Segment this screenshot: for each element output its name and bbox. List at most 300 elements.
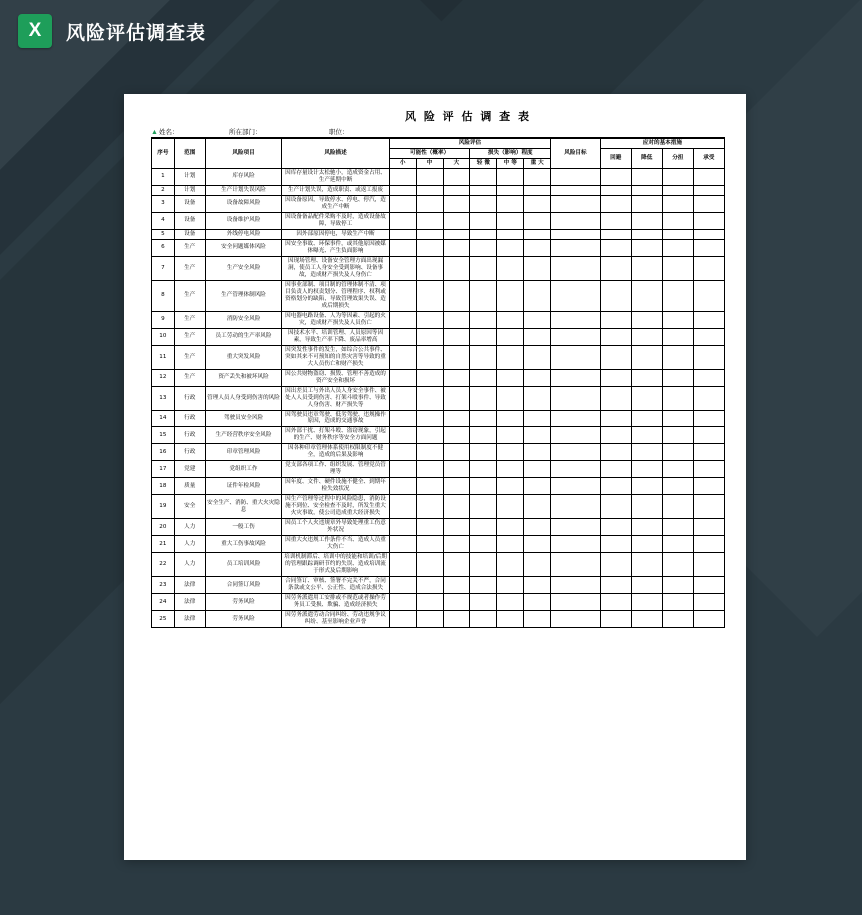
cell-measure-share[interactable] [662,444,693,461]
cell-prob-mid[interactable] [416,369,443,386]
cell-measure-avoid[interactable] [600,495,631,519]
cell-measure-avoid[interactable] [600,328,631,345]
cell-loss-heavy[interactable] [524,478,551,495]
cell-goal[interactable] [551,369,601,386]
cell-risk-item: 消防安全风险 [205,311,282,328]
cell-measure-reduce[interactable] [631,345,662,369]
cell-measure-avoid[interactable] [600,553,631,577]
cell-loss-light[interactable] [470,461,497,478]
cell-measure-share[interactable] [662,168,693,185]
cell-measure-accept[interactable] [693,410,724,427]
cell-prob-low[interactable] [389,229,416,239]
cell-loss-heavy[interactable] [524,212,551,229]
cell-measure-accept[interactable] [693,195,724,212]
cell-loss-heavy[interactable] [524,280,551,311]
cell-measure-avoid[interactable] [600,369,631,386]
cell-loss-mid[interactable] [497,519,524,536]
cell-measure-reduce[interactable] [631,239,662,256]
cell-prob-mid[interactable] [416,536,443,553]
cell-measure-accept[interactable] [693,328,724,345]
cell-measure-reduce[interactable] [631,168,662,185]
cell-prob-low[interactable] [389,256,416,280]
cell-risk-desc: 因事业部制、项目制的管理体制不清、项目负责人的权责划分、管理程序、权利或资格划分的缺陷，导致管理效果失误、造成后期损失 [282,280,390,311]
cell-loss-light[interactable] [470,328,497,345]
cell-measure-share[interactable] [662,536,693,553]
cell-prob-low[interactable] [389,410,416,427]
cell-goal[interactable] [551,185,601,195]
cell-measure-avoid[interactable] [600,536,631,553]
cell-prob-low[interactable] [389,311,416,328]
cell-prob-low[interactable] [389,519,416,536]
cell-measure-avoid[interactable] [600,386,631,410]
cell-prob-high[interactable] [443,280,470,311]
cell-loss-mid[interactable] [497,410,524,427]
cell-loss-light[interactable] [470,519,497,536]
cell-goal[interactable] [551,611,601,628]
cell-prob-high[interactable] [443,536,470,553]
cell-prob-mid[interactable] [416,577,443,594]
cell-measure-reduce[interactable] [631,229,662,239]
cell-measure-reduce[interactable] [631,536,662,553]
cell-measure-reduce[interactable] [631,195,662,212]
cell-prob-low[interactable] [389,386,416,410]
cell-measure-accept[interactable] [693,185,724,195]
cell-loss-light[interactable] [470,444,497,461]
cell-measure-reduce[interactable] [631,478,662,495]
cell-prob-mid[interactable] [416,280,443,311]
cell-goal[interactable] [551,478,601,495]
cell-measure-share[interactable] [662,328,693,345]
cell-measure-reduce[interactable] [631,495,662,519]
cell-goal[interactable] [551,256,601,280]
cell-loss-heavy[interactable] [524,553,551,577]
cell-loss-light[interactable] [470,536,497,553]
cell-measure-avoid[interactable] [600,410,631,427]
cell-prob-low[interactable] [389,594,416,611]
cell-prob-low[interactable] [389,611,416,628]
cell-measure-share[interactable] [662,519,693,536]
cell-measure-reduce[interactable] [631,577,662,594]
cell-loss-light[interactable] [470,256,497,280]
cell-measure-accept[interactable] [693,229,724,239]
cell-goal[interactable] [551,444,601,461]
cell-measure-share[interactable] [662,386,693,410]
cell-measure-accept[interactable] [693,611,724,628]
cell-prob-high[interactable] [443,195,470,212]
cell-loss-light[interactable] [470,212,497,229]
cell-goal[interactable] [551,594,601,611]
th-scope: 范围 [174,139,205,169]
cell-risk-desc: 因设备原因，导致停水、停电、停汽，造成生产中断 [282,195,390,212]
cell-measure-accept[interactable] [693,536,724,553]
cell-prob-low[interactable] [389,212,416,229]
cell-loss-heavy[interactable] [524,345,551,369]
cell-loss-mid[interactable] [497,427,524,444]
cell-risk-item: 生产经营秩序安全风险 [205,427,282,444]
cell-prob-low[interactable] [389,280,416,311]
cell-prob-high[interactable] [443,328,470,345]
cell-loss-heavy[interactable] [524,594,551,611]
cell-prob-high[interactable] [443,553,470,577]
cell-prob-low[interactable] [389,536,416,553]
cell-measure-reduce[interactable] [631,185,662,195]
cell-loss-heavy[interactable] [524,577,551,594]
cell-prob-mid[interactable] [416,495,443,519]
cell-loss-mid[interactable] [497,369,524,386]
cell-measure-reduce[interactable] [631,410,662,427]
cell-measure-reduce[interactable] [631,611,662,628]
cell-measure-share[interactable] [662,229,693,239]
cell-measure-share[interactable] [662,427,693,444]
cell-measure-avoid[interactable] [600,427,631,444]
cell-goal[interactable] [551,229,601,239]
cell-measure-avoid[interactable] [600,461,631,478]
cell-measure-share[interactable] [662,345,693,369]
cell-prob-high[interactable] [443,577,470,594]
cell-prob-high[interactable] [443,311,470,328]
cell-measure-avoid[interactable] [600,611,631,628]
cell-prob-mid[interactable] [416,345,443,369]
cell-loss-mid[interactable] [497,280,524,311]
cell-measure-share[interactable] [662,478,693,495]
cell-loss-heavy[interactable] [524,611,551,628]
cell-goal[interactable] [551,536,601,553]
cell-prob-mid[interactable] [416,427,443,444]
th-prob-mid: 中 [416,158,443,168]
cell-prob-high[interactable] [443,594,470,611]
cell-loss-light[interactable] [470,229,497,239]
cell-goal[interactable] [551,519,601,536]
cell-seq: 16 [152,444,175,461]
cell-loss-light[interactable] [470,410,497,427]
cell-measure-share[interactable] [662,239,693,256]
cell-prob-low[interactable] [389,495,416,519]
cell-prob-mid[interactable] [416,168,443,185]
cell-loss-heavy[interactable] [524,386,551,410]
cell-measure-avoid[interactable] [600,229,631,239]
cell-prob-high[interactable] [443,386,470,410]
cell-measure-accept[interactable] [693,239,724,256]
cell-measure-accept[interactable] [693,461,724,478]
cell-risk-desc: 生产计划失误，造成职责、或返工报废 [282,185,390,195]
cell-prob-high[interactable] [443,239,470,256]
cell-loss-light[interactable] [470,386,497,410]
cell-prob-low[interactable] [389,239,416,256]
cell-goal[interactable] [551,345,601,369]
cell-loss-mid[interactable] [497,386,524,410]
cell-prob-mid[interactable] [416,478,443,495]
cell-loss-heavy[interactable] [524,185,551,195]
cell-loss-mid[interactable] [497,345,524,369]
cell-loss-mid[interactable] [497,611,524,628]
cell-goal[interactable] [551,553,601,577]
cell-loss-heavy[interactable] [524,369,551,386]
cell-prob-high[interactable] [443,369,470,386]
cell-measure-accept[interactable] [693,369,724,386]
cell-prob-mid[interactable] [416,386,443,410]
cell-measure-reduce[interactable] [631,427,662,444]
cell-measure-avoid[interactable] [600,239,631,256]
cell-measure-accept[interactable] [693,212,724,229]
cell-prob-high[interactable] [443,256,470,280]
cell-measure-share[interactable] [662,594,693,611]
cell-loss-mid[interactable] [497,168,524,185]
cell-prob-mid[interactable] [416,410,443,427]
cell-loss-mid[interactable] [497,536,524,553]
th-prob-low: 小 [389,158,416,168]
cell-measure-reduce[interactable] [631,212,662,229]
cell-measure-accept[interactable] [693,256,724,280]
cell-prob-low[interactable] [389,577,416,594]
cell-prob-high[interactable] [443,444,470,461]
cell-loss-light[interactable] [470,478,497,495]
cell-prob-high[interactable] [443,611,470,628]
cell-prob-high[interactable] [443,410,470,427]
cell-measure-reduce[interactable] [631,553,662,577]
cell-loss-light[interactable] [470,369,497,386]
cell-goal[interactable] [551,410,601,427]
cell-prob-mid[interactable] [416,229,443,239]
cell-measure-accept[interactable] [693,311,724,328]
cell-scope: 人力 [174,519,205,536]
cell-prob-high[interactable] [443,168,470,185]
cell-loss-heavy[interactable] [524,444,551,461]
cell-measure-share[interactable] [662,577,693,594]
cell-measure-share[interactable] [662,311,693,328]
cell-measure-avoid[interactable] [600,280,631,311]
cell-prob-high[interactable] [443,345,470,369]
cell-scope: 安全 [174,495,205,519]
cell-measure-reduce[interactable] [631,386,662,410]
cell-measure-accept[interactable] [693,495,724,519]
cell-prob-mid[interactable] [416,212,443,229]
cell-measure-accept[interactable] [693,168,724,185]
cell-loss-mid[interactable] [497,328,524,345]
cell-measure-avoid[interactable] [600,168,631,185]
cell-loss-mid[interactable] [497,311,524,328]
cell-measure-share[interactable] [662,461,693,478]
cell-loss-light[interactable] [470,280,497,311]
cell-loss-mid[interactable] [497,577,524,594]
cell-measure-share[interactable] [662,611,693,628]
cell-goal[interactable] [551,311,601,328]
cell-risk-item: 生产安全风险 [205,256,282,280]
cell-measure-avoid[interactable] [600,577,631,594]
cell-prob-low[interactable] [389,195,416,212]
cell-measure-share[interactable] [662,369,693,386]
cell-measure-share[interactable] [662,212,693,229]
cell-prob-high[interactable] [443,229,470,239]
cell-loss-light[interactable] [470,239,497,256]
cell-loss-mid[interactable] [497,495,524,519]
cell-measure-avoid[interactable] [600,195,631,212]
cell-measure-accept[interactable] [693,345,724,369]
cell-goal[interactable] [551,461,601,478]
cell-loss-light[interactable] [470,195,497,212]
cell-measure-accept[interactable] [693,444,724,461]
cell-loss-mid[interactable] [497,444,524,461]
cell-loss-light[interactable] [470,345,497,369]
cell-measure-reduce[interactable] [631,280,662,311]
cell-prob-high[interactable] [443,185,470,195]
cell-loss-light[interactable] [470,594,497,611]
cell-measure-reduce[interactable] [631,444,662,461]
cell-prob-mid[interactable] [416,461,443,478]
cell-risk-item: 设备维护风险 [205,212,282,229]
cell-measure-avoid[interactable] [600,478,631,495]
cell-goal[interactable] [551,328,601,345]
cell-prob-high[interactable] [443,478,470,495]
cell-prob-mid[interactable] [416,256,443,280]
cell-prob-mid[interactable] [416,311,443,328]
cell-measure-avoid[interactable] [600,519,631,536]
cell-loss-light[interactable] [470,427,497,444]
cell-scope: 生产 [174,328,205,345]
cell-prob-mid[interactable] [416,611,443,628]
cell-loss-heavy[interactable] [524,256,551,280]
cell-prob-low[interactable] [389,461,416,478]
cell-measure-accept[interactable] [693,386,724,410]
sheet-title-row [151,108,725,126]
cell-measure-reduce[interactable] [631,328,662,345]
cell-measure-reduce[interactable] [631,369,662,386]
cell-prob-high[interactable] [443,212,470,229]
cell-measure-accept[interactable] [693,577,724,594]
cell-measure-avoid[interactable] [600,311,631,328]
cell-loss-heavy[interactable] [524,195,551,212]
cell-loss-mid[interactable] [497,594,524,611]
cell-loss-heavy[interactable] [524,410,551,427]
cell-loss-light[interactable] [470,185,497,195]
cell-goal[interactable] [551,427,601,444]
cell-loss-light[interactable] [470,495,497,519]
cell-measure-reduce[interactable] [631,311,662,328]
cell-loss-mid[interactable] [497,553,524,577]
page-title: 风险评估调查表 [66,22,207,44]
cell-loss-mid[interactable] [497,185,524,195]
cell-goal[interactable] [551,168,601,185]
cell-goal[interactable] [551,195,601,212]
cell-risk-item: 资产丢失和被坏风险 [205,369,282,386]
cell-loss-light[interactable] [470,577,497,594]
cell-goal[interactable] [551,280,601,311]
cell-loss-heavy[interactable] [524,311,551,328]
cell-measure-avoid[interactable] [600,444,631,461]
cell-loss-heavy[interactable] [524,461,551,478]
cell-prob-high[interactable] [443,519,470,536]
th-measure-reduce: 降低 [631,148,662,168]
cell-measure-share[interactable] [662,553,693,577]
cell-measure-avoid[interactable] [600,594,631,611]
cell-prob-low[interactable] [389,427,416,444]
cell-goal[interactable] [551,495,601,519]
cell-measure-avoid[interactable] [600,212,631,229]
cell-prob-low[interactable] [389,553,416,577]
cell-prob-high[interactable] [443,461,470,478]
cell-loss-heavy[interactable] [524,168,551,185]
cell-loss-mid[interactable] [497,212,524,229]
cell-loss-light[interactable] [470,611,497,628]
cell-measure-reduce[interactable] [631,594,662,611]
cell-seq: 13 [152,386,175,410]
cell-measure-accept[interactable] [693,519,724,536]
cell-loss-heavy[interactable] [524,536,551,553]
cell-prob-mid[interactable] [416,444,443,461]
cell-measure-share[interactable] [662,195,693,212]
cell-measure-accept[interactable] [693,280,724,311]
cell-goal[interactable] [551,577,601,594]
cell-prob-high[interactable] [443,427,470,444]
cell-prob-high[interactable] [443,495,470,519]
cell-loss-mid[interactable] [497,256,524,280]
cell-loss-light[interactable] [470,553,497,577]
cell-prob-mid[interactable] [416,594,443,611]
cell-measure-share[interactable] [662,280,693,311]
cell-prob-low[interactable] [389,345,416,369]
cell-prob-low[interactable] [389,168,416,185]
cell-prob-mid[interactable] [416,239,443,256]
cell-goal[interactable] [551,239,601,256]
cell-measure-accept[interactable] [693,594,724,611]
cell-measure-share[interactable] [662,410,693,427]
cell-risk-desc: 因设备备品配件采购不及时，造成设备故障，导致停工 [282,212,390,229]
cell-prob-mid[interactable] [416,519,443,536]
cell-loss-mid[interactable] [497,195,524,212]
cell-loss-heavy[interactable] [524,239,551,256]
cell-loss-heavy[interactable] [524,427,551,444]
cell-loss-mid[interactable] [497,239,524,256]
cell-seq: 17 [152,461,175,478]
cell-measure-reduce[interactable] [631,256,662,280]
cell-measure-avoid[interactable] [600,345,631,369]
cell-measure-accept[interactable] [693,553,724,577]
cell-prob-mid[interactable] [416,185,443,195]
cell-risk-item: 重大突发风险 [205,345,282,369]
cell-prob-mid[interactable] [416,553,443,577]
cell-measure-accept[interactable] [693,427,724,444]
cell-loss-heavy[interactable] [524,229,551,239]
cell-prob-low[interactable] [389,185,416,195]
cell-loss-mid[interactable] [497,461,524,478]
cell-loss-light[interactable] [470,168,497,185]
cell-measure-share[interactable] [662,495,693,519]
cell-measure-accept[interactable] [693,478,724,495]
cell-loss-light[interactable] [470,311,497,328]
cell-risk-desc: 合同签订、审核、签署不完关不严，合同条款或文公平、公正性、造成合法损失 [282,577,390,594]
cell-prob-low[interactable] [389,328,416,345]
cell-measure-avoid[interactable] [600,185,631,195]
cell-loss-heavy[interactable] [524,495,551,519]
cell-measure-share[interactable] [662,256,693,280]
cell-prob-low[interactable] [389,444,416,461]
cell-measure-reduce[interactable] [631,519,662,536]
cell-loss-mid[interactable] [497,229,524,239]
cell-goal[interactable] [551,386,601,410]
cell-measure-share[interactable] [662,185,693,195]
cell-measure-avoid[interactable] [600,256,631,280]
cell-loss-heavy[interactable] [524,519,551,536]
cell-scope: 设备 [174,195,205,212]
cell-scope: 行政 [174,444,205,461]
cell-goal[interactable] [551,212,601,229]
cell-prob-low[interactable] [389,369,416,386]
cell-measure-reduce[interactable] [631,461,662,478]
cell-loss-heavy[interactable] [524,328,551,345]
cell-loss-mid[interactable] [497,478,524,495]
cell-prob-mid[interactable] [416,328,443,345]
cell-prob-low[interactable] [389,478,416,495]
cell-prob-mid[interactable] [416,195,443,212]
